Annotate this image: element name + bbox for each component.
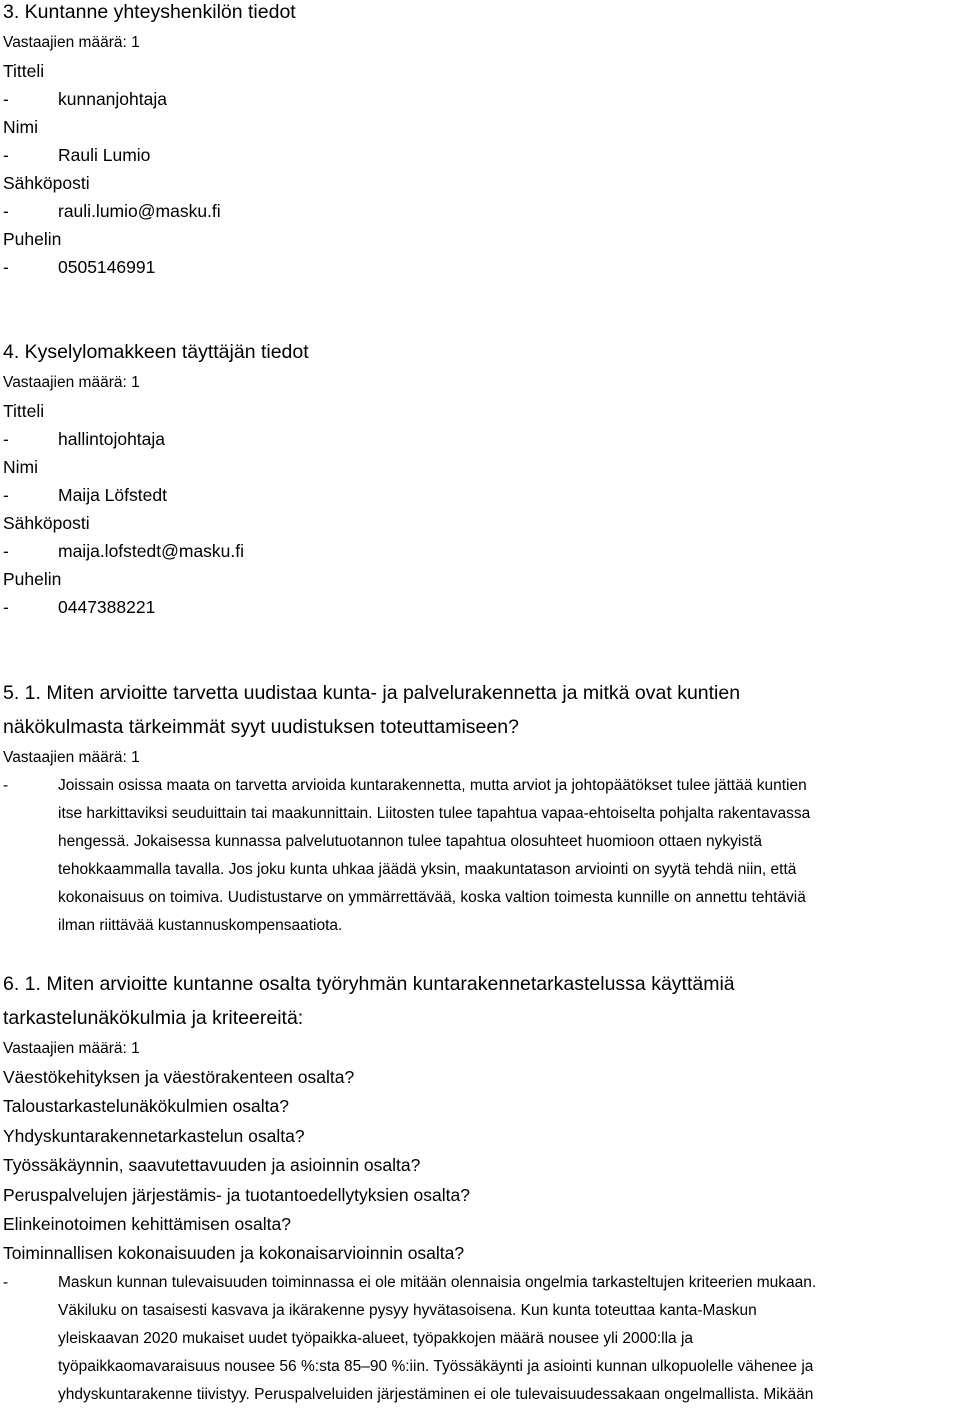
field-answer-title xyxy=(3,425,958,453)
answer-text: kunnanjohtaja xyxy=(58,89,167,109)
answer-line: Maskun kunnan tulevaisuuden toiminnassa ei ole mitään olennaisia ongelmia tarkasteltujen kriteerien mukaan. xyxy=(58,1273,817,1291)
field-answer-name xyxy=(3,481,958,509)
field-label-title: Titteli xyxy=(3,401,45,421)
field-label-name: Nimi xyxy=(3,457,38,477)
field-label-title: Titteli xyxy=(3,61,45,81)
answer-text: 0505146991 xyxy=(58,257,156,277)
answer-text: 0447388221 xyxy=(58,597,156,617)
section-heading: 3. Kuntanne yhteyshenkilön tiedot xyxy=(3,1,296,23)
field-label-phone: Puhelin xyxy=(3,229,62,249)
section-heading: 4. Kyselylomakkeen täyttäjän tiedot xyxy=(3,341,309,363)
answer-line: työpaikkaomavaraisuus nousee 56 %:sta 85–90 %:iin. Työssäkäynti ja asiointi kunnan ulkopuolelle vähenee ja xyxy=(58,1357,814,1375)
heading-line: 6. 1. Miten arvioitte kuntanne osalta työryhmän kuntarakennetarkastelussa käyttämiä xyxy=(3,973,735,995)
answer-text: rauli.lumio@masku.fi xyxy=(58,201,221,221)
dash-marker: - xyxy=(3,201,9,221)
field-label-email: Sähköposti xyxy=(3,173,90,193)
dash-marker: - xyxy=(3,89,9,109)
sub-question: Peruspalvelujen järjestämis- ja tuotantoedellytyksien osalta? xyxy=(3,1184,470,1205)
field-label-email: Sähköposti xyxy=(3,513,90,533)
dash-marker: - xyxy=(3,257,9,277)
question-heading xyxy=(3,967,958,1035)
section-form-filler xyxy=(3,335,958,621)
answer-text: hallintojohtaja xyxy=(58,429,166,449)
answer-line: yhdyskuntarakenne tiivistyy. Peruspalveluiden järjestäminen ei ole tulevaisuudessakaan ongelmallista. Mikään xyxy=(58,1385,814,1403)
respondent-count: Vastaajien määrä: 1 xyxy=(3,749,140,766)
field-answer-email xyxy=(3,197,958,225)
answer-line: kokonaisuus on toimiva. Uudistustarve on ymmärrettävää, koska valtion toimesta kunnille on annettu tehtäviä xyxy=(58,889,806,906)
field-answer-phone xyxy=(3,253,958,281)
heading-line: 5. 1. Miten arvioitte tarvetta uudistaa kunta- ja palvelurakennetta ja mitkä ovat kuntien xyxy=(3,682,741,704)
answer-text: Maija Löfstedt xyxy=(58,485,167,505)
field-answer-title xyxy=(3,85,958,113)
answer-line: Väkiluku on tasaisesti kasvava ja ikärakenne pysyy hyvätasoisena. Kun kunta toteuttaa kanta-Maskun xyxy=(58,1301,757,1319)
field-label-name: Nimi xyxy=(3,117,38,137)
sub-question-list xyxy=(3,1063,958,1269)
respondent-count: Vastaajien määrä: 1 xyxy=(3,1040,140,1057)
section-reform-need xyxy=(3,676,958,940)
field-answer-email xyxy=(3,537,958,565)
sub-question: Yhdyskuntarakennetarkastelun osalta? xyxy=(3,1125,305,1146)
answer-paragraph xyxy=(3,772,958,940)
answer-text: Rauli Lumio xyxy=(58,145,151,165)
answer-line: tehokkaammalla tavalla. Jos joku kunta uhkaa jäädä yksin, maakuntatason arviointi on syytä tehdä niin, että xyxy=(58,861,797,878)
sub-question: Elinkeinotoimen kehittämisen osalta? xyxy=(3,1213,291,1234)
dash-marker: - xyxy=(3,541,9,561)
section-review-criteria xyxy=(3,967,958,1409)
section-contact-person xyxy=(3,0,958,281)
answer-paragraph xyxy=(3,1269,958,1409)
dash-marker: - xyxy=(3,1273,9,1291)
dash-marker: - xyxy=(3,597,9,617)
dash-marker: - xyxy=(3,145,9,165)
sub-question: Työssäkäynnin, saavutettavuuden ja asioinnin osalta? xyxy=(3,1155,421,1176)
field-answer-phone xyxy=(3,593,958,621)
answer-line: ilman riittävää kustannuskompensaatiota. xyxy=(58,917,343,934)
dash-marker: - xyxy=(3,485,9,505)
answer-line: itse harkittaviksi seuduittain tai maakunnittain. Liitosten tulee tapahtua vapaa-ehtoiselta pohjalta rakentavassa xyxy=(58,805,811,822)
respondent-count: Vastaajien määrä: 1 xyxy=(3,374,140,391)
dash-marker: - xyxy=(3,777,9,794)
field-answer-name xyxy=(3,141,958,169)
field-label-phone: Puhelin xyxy=(3,569,62,589)
answer-line: hengessä. Jokaisessa kunnassa palvelutuotannon tulee tapahtua olosuhteet huomioon ottaen nykyistä xyxy=(58,833,763,850)
question-heading xyxy=(3,676,958,744)
sub-question: Toiminnallisen kokonaisuuden ja kokonaisarvioinnin osalta? xyxy=(3,1243,465,1264)
dash-marker: - xyxy=(3,429,9,449)
answer-line: Joissain osissa maata on tarvetta arvioida kuntarakennetta, mutta arviot ja johtopäätökset tulee jättää kuntien xyxy=(58,777,807,794)
respondent-count: Vastaajien määrä: 1 xyxy=(3,34,140,51)
sub-question: Taloustarkastelunäkökulmien osalta? xyxy=(3,1096,289,1117)
answer-text: maija.lofstedt@masku.fi xyxy=(58,541,245,561)
answer-line: yleiskaavan 2020 mukaiset uudet työpaikka-alueet, työpakkojen määrä nousee yli 2000:lla ja xyxy=(58,1329,694,1347)
sub-question: Väestökehityksen ja väestörakenteen osalta? xyxy=(3,1067,355,1087)
heading-line: tarkastelunäkökulmia ja kriteereitä: xyxy=(3,1007,304,1029)
heading-line: näkökulmasta tärkeimmät syyt uudistuksen toteuttamiseen? xyxy=(3,716,519,738)
